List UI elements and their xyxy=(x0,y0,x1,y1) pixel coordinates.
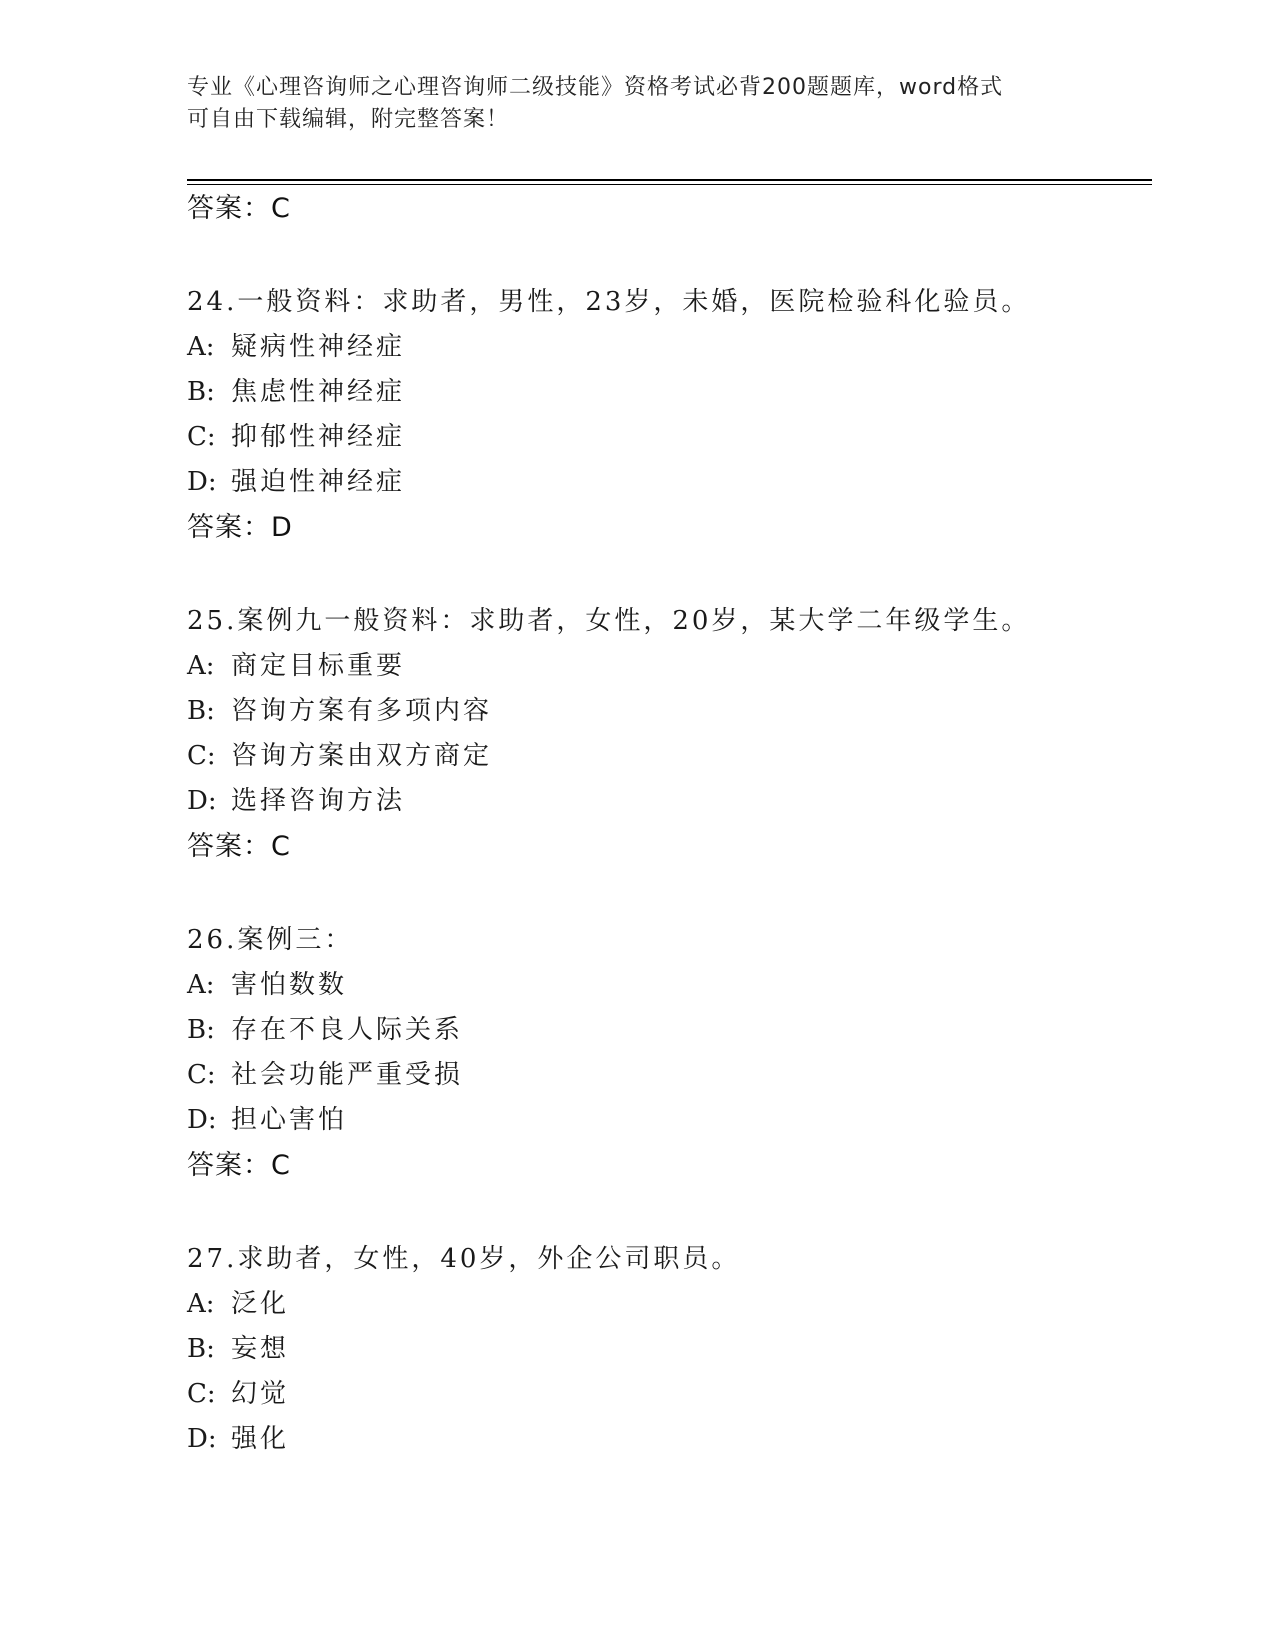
option-d xyxy=(187,779,1152,824)
document-header xyxy=(187,72,1067,136)
option-key: B: xyxy=(187,696,215,726)
option-text: 强化 xyxy=(231,1424,290,1454)
option-key: B: xyxy=(187,1334,215,1364)
option-text: 社会功能严重受损 xyxy=(231,1060,464,1090)
option-a xyxy=(187,963,1152,1008)
question-answer xyxy=(187,824,1152,870)
option-d xyxy=(187,460,1152,505)
question-text: 25.案例九一般资料：求助者，女性，20岁，某大学二年级学生。 xyxy=(187,606,1031,636)
option-key: D: xyxy=(187,1424,217,1454)
question-answer xyxy=(187,505,1152,551)
answer-value: C xyxy=(271,1150,290,1181)
answer-label: 答案： xyxy=(187,831,271,862)
option-b xyxy=(187,1327,1152,1372)
header-rule-thick xyxy=(187,179,1152,181)
option-c xyxy=(187,1053,1152,1098)
answer-label: 答案： xyxy=(187,1150,271,1181)
option-text: 泛化 xyxy=(231,1289,290,1319)
option-key: C: xyxy=(187,741,216,771)
option-b xyxy=(187,689,1152,734)
option-b xyxy=(187,1008,1152,1053)
option-key: C: xyxy=(187,422,216,452)
previous-answer xyxy=(187,186,1152,232)
option-key: A: xyxy=(187,970,215,1000)
question-25 xyxy=(187,598,1152,870)
option-key: C: xyxy=(187,1379,216,1409)
option-text: 商定目标重要 xyxy=(231,651,406,681)
option-c xyxy=(187,1372,1152,1417)
option-text: 抑郁性神经症 xyxy=(231,422,406,452)
question-answer xyxy=(187,1143,1152,1189)
option-key: A: xyxy=(187,332,215,362)
option-c xyxy=(187,415,1152,460)
option-a xyxy=(187,644,1152,689)
option-key: D: xyxy=(187,467,217,497)
answer-label: 答案： xyxy=(187,193,271,224)
option-text: 害怕数数 xyxy=(231,970,348,1000)
option-text: 幻觉 xyxy=(231,1379,290,1409)
option-key: C: xyxy=(187,1060,216,1090)
question-text: 27.求助者，女性，40岁，外企公司职员。 xyxy=(187,1244,741,1274)
option-text: 担心害怕 xyxy=(231,1105,348,1135)
header-rule-thin xyxy=(187,184,1152,185)
option-a xyxy=(187,325,1152,370)
option-key: B: xyxy=(187,1015,215,1045)
question-text: 26.案例三： xyxy=(187,925,354,955)
option-text: 咨询方案由双方商定 xyxy=(231,741,493,771)
option-text: 焦虑性神经症 xyxy=(231,377,406,407)
option-b xyxy=(187,370,1152,415)
answer-value: D xyxy=(271,512,292,543)
option-key: D: xyxy=(187,786,217,816)
option-text: 选择咨询方法 xyxy=(231,786,406,816)
option-text: 妄想 xyxy=(231,1334,290,1364)
option-text: 强迫性神经症 xyxy=(231,467,406,497)
option-key: D: xyxy=(187,1105,217,1135)
answer-value: C xyxy=(271,193,290,224)
option-key: A: xyxy=(187,1289,215,1319)
option-text: 存在不良人际关系 xyxy=(231,1015,464,1045)
option-text: 疑病性神经症 xyxy=(231,332,406,362)
question-26 xyxy=(187,917,1152,1189)
option-d xyxy=(187,1098,1152,1143)
option-key: B: xyxy=(187,377,215,407)
option-c xyxy=(187,734,1152,779)
question-content xyxy=(187,186,1152,1462)
answer-value: C xyxy=(271,831,290,862)
question-27 xyxy=(187,1236,1152,1462)
header-line-2: 可自由下载编辑，附完整答案！ xyxy=(187,107,510,132)
option-a xyxy=(187,1282,1152,1327)
option-text: 咨询方案有多项内容 xyxy=(231,696,493,726)
question-text: 24.一般资料：求助者，男性，23岁，未婚，医院检验科化验员。 xyxy=(187,287,1031,317)
option-key: A: xyxy=(187,651,215,681)
option-d xyxy=(187,1417,1152,1462)
header-line-1: 专业《心理咨询师之心理咨询师二级技能》资格考试必背200题题库，word格式 xyxy=(187,75,1004,100)
question-24 xyxy=(187,279,1152,551)
answer-label: 答案： xyxy=(187,512,271,543)
